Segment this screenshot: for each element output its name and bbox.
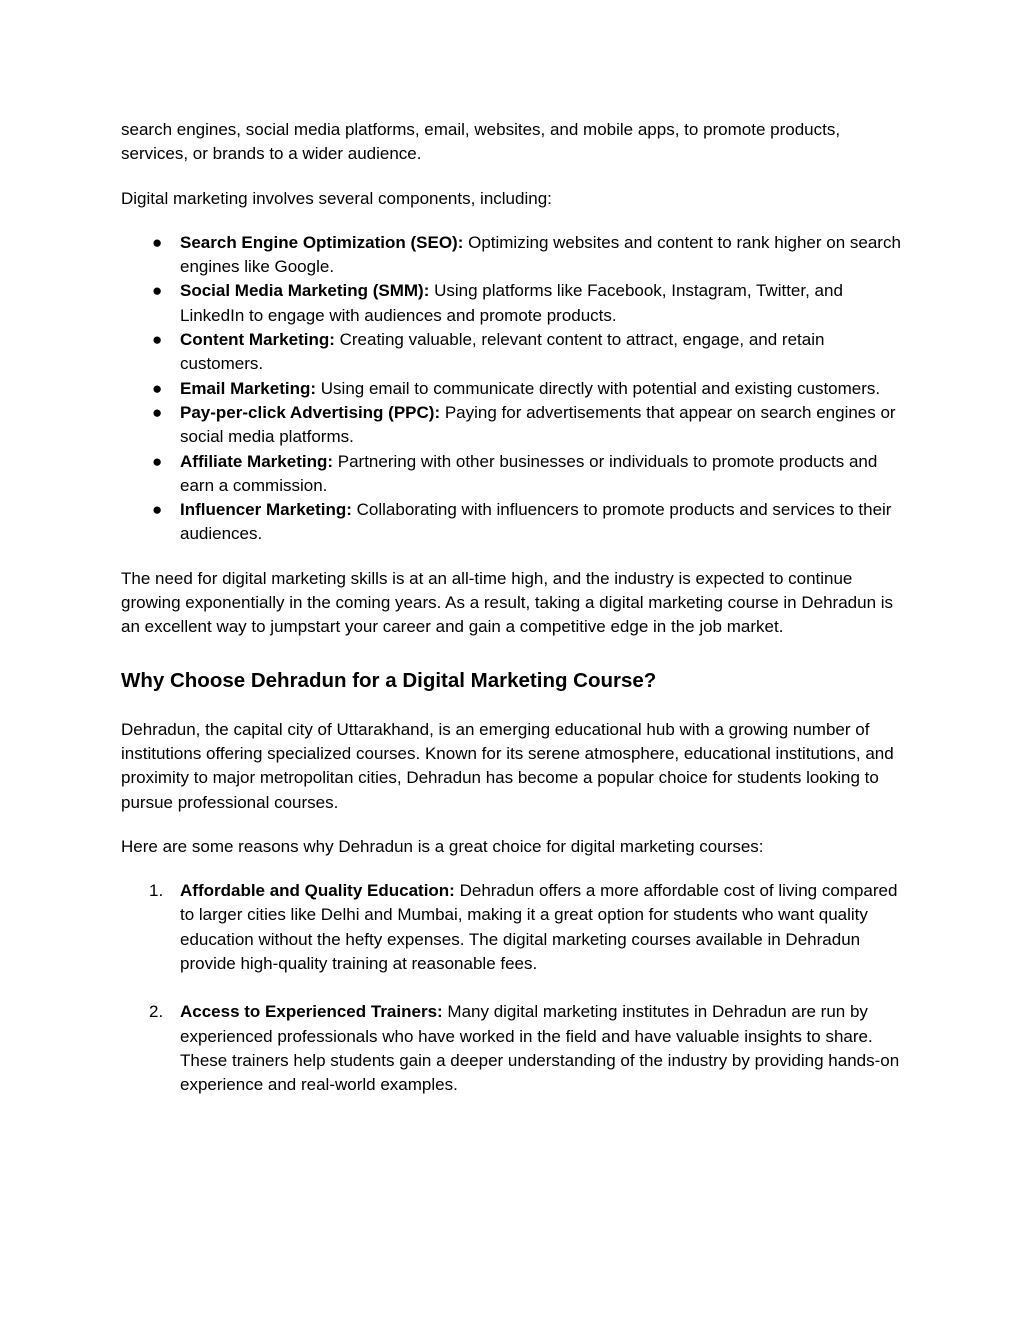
list-item [121,231,911,280]
reason-term: Access to Experienced Trainers: [180,1002,443,1022]
list-item [121,279,911,328]
section-heading: Why Choose Dehradun for a Digital Marketing Course? [121,668,657,692]
components-intro-paragraph: Digital marketing involves several components, including: [121,188,552,208]
bullet-icon: ● [152,451,163,471]
list-item [121,498,911,547]
list-item [121,377,911,401]
component-term: Social Media Marketing (SMM): [180,281,430,301]
list-item [121,401,911,450]
list-number: 2. [149,1002,164,1022]
component-desc: Collaborating with influencers to promote products and services to their audiences. [180,500,892,544]
intro-paragraph: search engines, social media platforms, email, websites, and mobile apps, to promote products, services, or brands to a wider audience. [121,120,841,164]
list-item [121,879,911,976]
component-term: Search Engine Optimization (SEO): [180,232,464,252]
list-item [121,1000,911,1097]
need-paragraph: The need for digital marketing skills is at an all-time high, and the industry is expected to continue growing exponentially in the coming years. As a result, taking a digital marketing course in Dehradun is an excellent way to jumpstart your career and gain a competitive edge in the job market. [121,568,894,637]
bullet-icon: ● [152,232,163,252]
bullet-icon: ● [152,330,163,350]
list-number: 1. [149,881,164,901]
dehradun-paragraph: Dehradun, the capital city of Uttarakhand, is an emerging educational hub with a growing number of institutions offering specialized courses. Known for its serene atmosphere, educational institutions, and proximity to major metropolitan cities, Dehradun has become a popular choice for students looking to pursue professional courses. [121,719,894,812]
reasons-intro-paragraph: Here are some reasons why Dehradun is a great choice for digital marketing courses: [121,836,764,856]
bullet-icon: ● [152,378,163,398]
reason-term: Affordable and Quality Education: [180,881,455,901]
component-term: Influencer Marketing: [180,500,352,520]
component-desc: Using email to communicate directly with potential and existing customers. [316,378,881,398]
list-item [121,328,911,377]
component-desc: Partnering with other businesses or individuals to promote products and earn a commission. [180,451,878,495]
reason-desc: Dehradun offers a more affordable cost of living compared to larger cities like Delhi and Mumbai, making it a great option for students who want quality education without the hefty expenses. The digital marketing courses available in Dehradun provide high-quality training at reasonable fees. [180,881,898,974]
reasons-list [121,879,911,1097]
list-item [121,450,911,499]
bullet-icon: ● [152,281,163,301]
reason-desc: Many digital marketing institutes in Dehradun are run by experienced professionals who have worked in the field and have valuable insights to share. These trainers help students gain a deeper understanding of the industry by providing hands-on experience and real-world examples. [180,1002,900,1095]
component-desc: Using platforms like Facebook, Instagram, Twitter, and LinkedIn to engage with audiences and promote products. [180,281,843,325]
component-desc: Paying for advertisements that appear on search engines or social media platforms. [180,402,896,447]
component-term: Pay-per-click Advertising (PPC): [180,402,441,422]
bullet-icon: ● [152,500,163,520]
component-desc: Creating valuable, relevant content to attract, engage, and retain customers. [180,330,825,374]
document-page [121,118,911,1122]
component-desc: Optimizing websites and content to rank higher on search engines like Google. [180,232,901,277]
components-list [121,231,911,547]
component-term: Email Marketing: [180,378,317,398]
component-term: Affiliate Marketing: [180,451,334,471]
bullet-icon: ● [152,402,163,422]
component-term: Content Marketing: [180,330,335,350]
